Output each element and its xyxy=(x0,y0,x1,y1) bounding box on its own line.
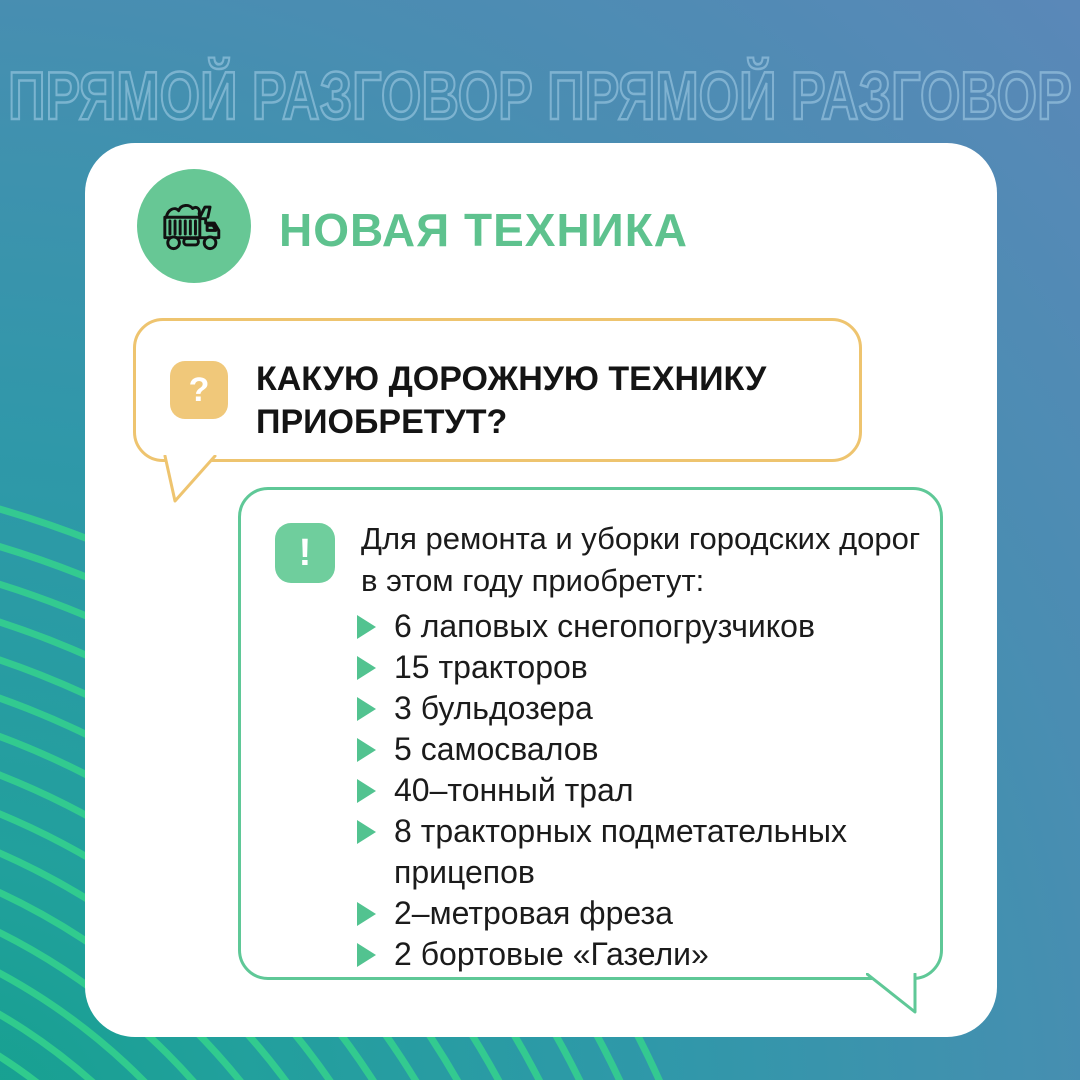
list-item: 15 тракторов xyxy=(357,647,917,688)
list-item: 2–метровая фреза xyxy=(357,893,917,934)
question-bubble xyxy=(133,318,862,462)
dump-truck-icon xyxy=(137,169,251,283)
bullet-triangle-icon xyxy=(357,943,376,967)
card xyxy=(85,143,997,1037)
equipment-list xyxy=(357,606,917,975)
bullet-triangle-icon xyxy=(357,656,376,680)
answer-bubble-tail xyxy=(866,973,918,1017)
answer-bubble xyxy=(238,487,943,980)
page-title: НОВАЯ ТЕХНИКА xyxy=(279,204,689,256)
list-item: 6 лаповых снегопогрузчиков xyxy=(357,606,917,647)
bullet-triangle-icon xyxy=(357,697,376,721)
list-item: 3 бульдозера xyxy=(357,688,917,729)
bullet-triangle-icon xyxy=(357,615,376,639)
bullet-triangle-icon xyxy=(357,820,376,844)
answer-intro xyxy=(361,518,920,602)
bullet-triangle-icon xyxy=(357,902,376,926)
question-bubble-tail xyxy=(162,455,218,505)
list-item: 2 бортовые «Газели» xyxy=(357,934,917,975)
list-item: 5 самосвалов xyxy=(357,729,917,770)
question-text: КАКУЮ ДОРОЖНУЮ ТЕХНИКУ ПРИОБРЕТУТ? xyxy=(256,360,767,441)
question-mark-icon: ? xyxy=(170,361,228,419)
answer-intro-line: в этом году приобретут: xyxy=(361,563,705,598)
list-item: 8 тракторных подметательных прицепов xyxy=(357,811,917,893)
exclamation-icon: ! xyxy=(275,523,335,583)
list-item: 40–тонный трал xyxy=(357,770,917,811)
watermark-text: ПРЯМОЙ РАЗГОВОР ПРЯМОЙ РАЗГОВОР xyxy=(8,59,1072,135)
answer-intro-line: Для ремонта и уборки городских дорог xyxy=(361,521,921,556)
bullet-triangle-icon xyxy=(357,738,376,762)
bullet-triangle-icon xyxy=(357,779,376,803)
